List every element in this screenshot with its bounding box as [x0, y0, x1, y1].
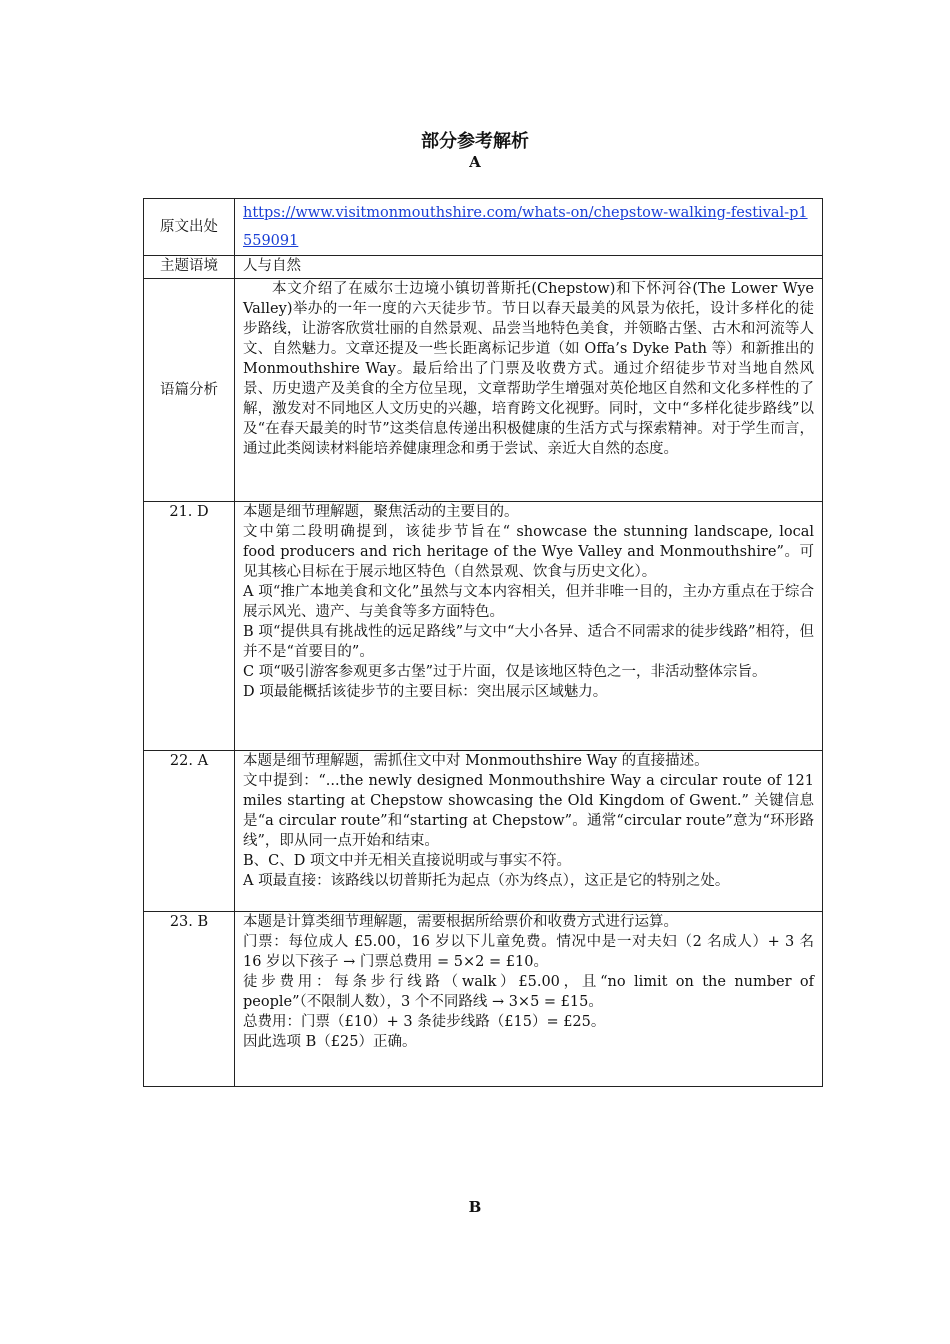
theme-label: 主题语境 — [144, 256, 235, 279]
q21-line: C 项“吸引游客参观更多古堡”过于片面，仅是该地区特色之一，非活动整体宗旨。 — [243, 664, 767, 680]
q21-answer-label: 21. D — [144, 502, 235, 751]
page-title: 部分参考解析 — [421, 131, 529, 152]
q23-answer-label: 23. B — [144, 912, 235, 1087]
q23-line: 总费用：门票（£10）+ 3 条徒步线路（£15）= £25。 — [243, 1014, 606, 1030]
q21-line: D 项最能概括该徒步节的主要目标：突出展示区域魅力。 — [243, 684, 608, 700]
section-heading-b: B — [468, 1198, 482, 1216]
q23-line: 徒步费用：每条步行线路（walk）£5.00，且“no limit on the number of people”（不限制人数），3 个不同路线 → 3×5 = £15。 — [243, 974, 814, 1010]
section-heading-a: A — [469, 153, 481, 171]
analysis-cell — [235, 279, 823, 502]
q23-line: 因此选项 B（£25）正确。 — [243, 1034, 417, 1050]
table-row-q22 — [144, 751, 823, 912]
source-label: 原文出处 — [144, 199, 235, 256]
analysis-text: 本文介绍了在威尔士边境小镇切普斯托(Chepstow)和下怀河谷(The Lower Wye Valley)举办的一年一度的六天徒步节。节日以春天最美的风景为依托，设计多样化的徒步路线，让游客欣赏壮丽的自然景观、品尝当地特色美食，并领略古堡、古木和河流等人文、自然魅力。文章还提及一些长距离标记步道（如 Offa’s Dyke Path 等）和新推出的 Monmouthshire Way。最后给出了门票及收费方式。通过介绍徒步节对当地自然风景、历史遗产及美食的全方位呈现，文章帮助学生增强对英伦地区自然和文化多样性的了解，激发对不同地区人文历史的兴趣，培育跨文化视野。同时，文中“多样化徒步路线”以及“在春天最美的时节”这类信息传递出积极健康的生活方式与探索精神。对于学生而言，通过此类阅读材料能培养健康理念和勇于尝试、亲近大自然的态度。 — [243, 281, 814, 457]
q22-explanation — [235, 751, 823, 912]
table-row-source — [144, 199, 823, 256]
q22-line: A 项最直接：该路线以切普斯托为起点（亦为终点），这正是它的特别之处。 — [243, 873, 730, 889]
q22-answer-label: 22. A — [144, 751, 235, 912]
source-cell — [235, 199, 823, 256]
q23-line: 本题是计算类细节理解题，需要根据所给票价和收费方式进行运算。 — [243, 914, 678, 930]
q21-explanation — [235, 502, 823, 751]
q22-line: 文中提到：“...the newly designed Monmouthshire Way a circular route of 121 miles starting at Chepstow showcasing the Old Kingdom of Gwent.” 关键信息是“a circular route”和“starting at Chepstow”。通常“circular route”意为“环形路线”，即从同一点开始和结束。 — [243, 773, 814, 849]
q23-line: 门票：每位成人 £5.00，16 岁以下儿童免费。情况中是一对夫妇（2 名成人）+ 3 名 16 岁以下孩子 → 门票总费用 = 5×2 = £10。 — [243, 934, 814, 970]
q23-explanation — [235, 912, 823, 1087]
table-row-q21 — [144, 502, 823, 751]
analysis-label: 语篇分析 — [144, 279, 235, 502]
table-row-theme — [144, 256, 823, 279]
q21-line: 本题是细节理解题，聚焦活动的主要目的。 — [243, 504, 519, 520]
theme-value: 人与自然 — [235, 256, 823, 279]
q21-line: B 项“提供具有挑战性的远足路线”与文中“大小各异、适合不同需求的徒步线路”相符，但并不是“首要目的”。 — [243, 624, 814, 660]
q22-line: B、C、D 项文中并无相关直接说明或与事实不符。 — [243, 853, 571, 869]
source-link[interactable]: https://www.visitmonmouthshire.com/whats-on/chepstow-walking-festival-p1559091 — [243, 205, 808, 249]
q21-line: A 项“推广本地美食和文化”虽然与文本内容相关，但并非唯一目的，主办方重点在于综合展示风光、遗产、与美食等多方面特色。 — [243, 584, 814, 620]
table-row-q23 — [144, 912, 823, 1087]
answer-key-table — [143, 198, 823, 1087]
q21-line: 文中第二段明确提到，该徒步节旨在“ showcase the stunning landscape, local food producers and rich heritage of the Wye Valley and Monmouthshire”。可见其核心目标在于展示地区特色（自然景观、饮食与历史文化）。 — [243, 524, 814, 580]
table-row-analysis — [144, 279, 823, 502]
q22-line: 本题是细节理解题，需抓住文中对 Monmouthshire Way 的直接描述。 — [243, 753, 709, 769]
